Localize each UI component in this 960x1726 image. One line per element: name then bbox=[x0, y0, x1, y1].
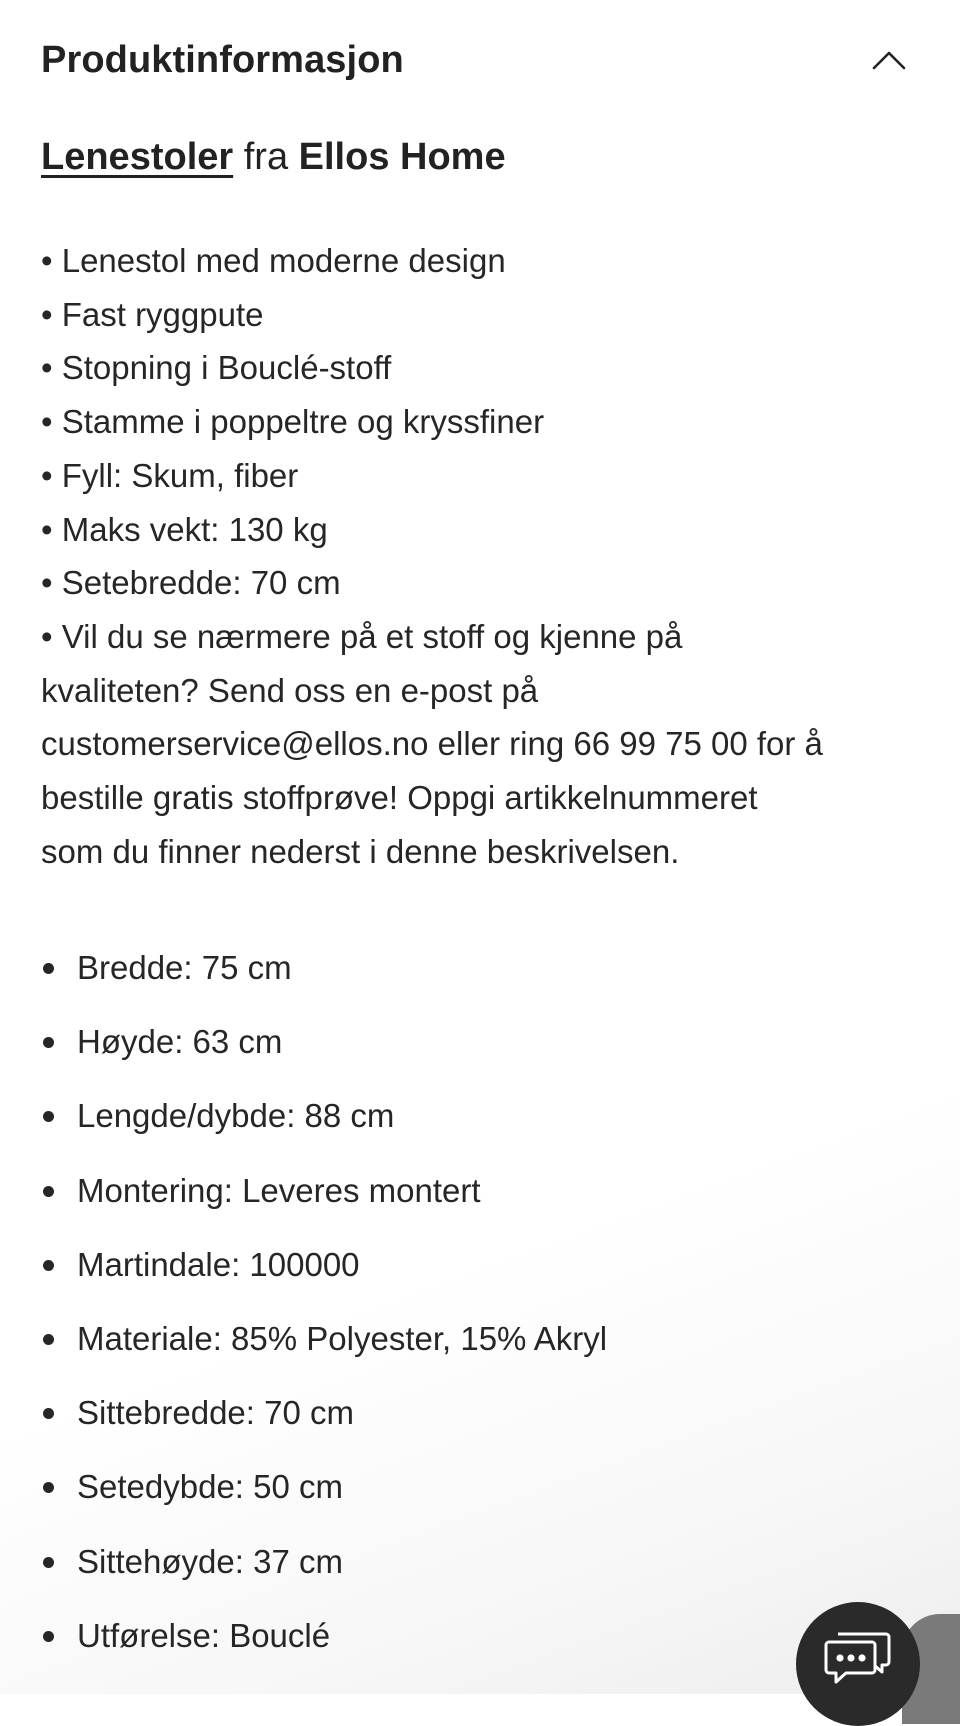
description-bullet: • Setebredde: 70 cm bbox=[41, 564, 341, 602]
description bbox=[41, 234, 921, 878]
spec-item: Sittebredde: 70 cm bbox=[41, 1385, 901, 1459]
chat-button[interactable] bbox=[796, 1602, 920, 1726]
spec-item: Utførelse: Bouclé bbox=[41, 1608, 901, 1682]
spec-item: Setedybde: 50 cm bbox=[41, 1459, 901, 1533]
spec-item: Sittehøyde: 37 cm bbox=[41, 1534, 901, 1608]
fabric-sample-text: • Vil du se nærmere på et stoff og kjenne på bbox=[41, 617, 683, 655]
brand-name: Ellos Home bbox=[298, 136, 506, 178]
chevron-up-icon bbox=[871, 49, 907, 71]
section-title: Produktinformasjon bbox=[41, 38, 404, 81]
spec-item: Bredde: 75 cm bbox=[41, 940, 901, 1014]
description-bullet: • Fast ryggpute bbox=[41, 295, 264, 333]
spec-item: Montering: Leveres montert bbox=[41, 1163, 901, 1237]
product-info-header[interactable] bbox=[41, 30, 911, 90]
fabric-sample-text: som du finner nederst i denne beskrivelsen. bbox=[41, 832, 680, 870]
description-bullet: • Fyll: Skum, fiber bbox=[41, 456, 299, 494]
spec-item: Materiale: 85% Polyester, 15% Akryl bbox=[41, 1311, 901, 1385]
description-bullet: • Lenestol med moderne design bbox=[41, 242, 506, 279]
category-link[interactable]: Lenestoler bbox=[41, 136, 234, 178]
spec-item: Høyde: 63 cm bbox=[41, 1014, 901, 1088]
spec-item: Martindale: 100000 bbox=[41, 1237, 901, 1311]
chat-bubbles-icon bbox=[824, 1628, 892, 1690]
description-bullet: • Maks vekt: 130 kg bbox=[41, 510, 328, 548]
spec-list bbox=[41, 940, 901, 1682]
fabric-sample-text: bestille gratis stoffprøve! Oppgi artikkelnummeret bbox=[41, 779, 758, 817]
spec-item: Lengde/dybde: 88 cm bbox=[41, 1088, 901, 1162]
fabric-sample-text: kvaliteten? Send oss en e-post på bbox=[41, 671, 539, 709]
fabric-sample-text: customerservice@ellos.no eller ring 66 99 75 00 for å bbox=[41, 725, 823, 763]
brand-connector: fra bbox=[233, 136, 299, 178]
description-bullet: • Stopning i Bouclé-stoff bbox=[41, 349, 392, 387]
collapse-button[interactable] bbox=[867, 38, 911, 82]
description-bullet: • Stamme i poppeltre og kryssfiner bbox=[41, 403, 545, 441]
brand-line bbox=[41, 136, 506, 179]
